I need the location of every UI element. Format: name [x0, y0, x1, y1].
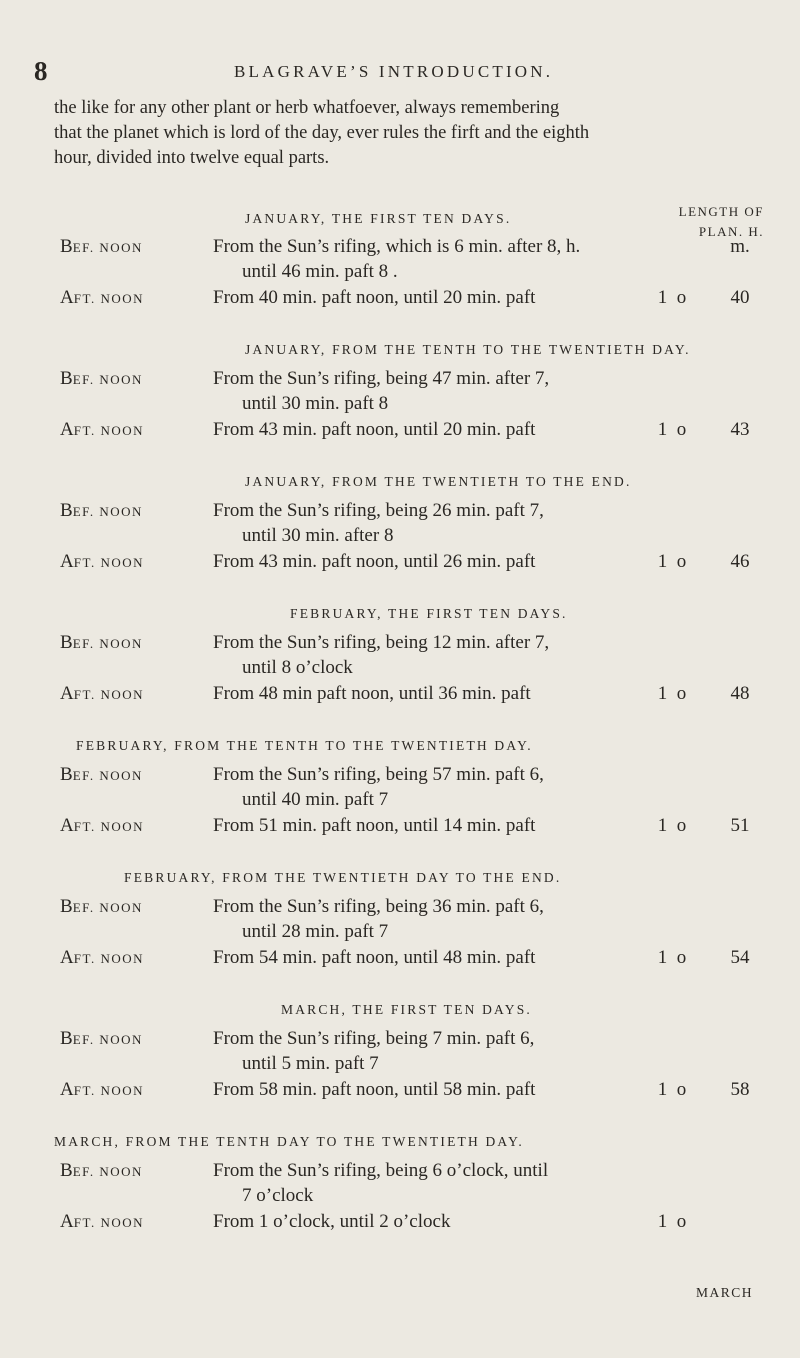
- label-initial: A: [60, 683, 74, 704]
- intro-line: the like for any other plant or herb whatfoever, always remembering: [54, 98, 560, 118]
- minutes-value: 43: [730, 419, 750, 440]
- label-rest: EF. NOON: [72, 636, 143, 651]
- before-noon-continuation: until 30 min. after 8: [242, 525, 394, 546]
- intro-line: hour, divided into twelve equal parts.: [54, 148, 330, 168]
- label-rest: FT. NOON: [73, 1083, 144, 1098]
- column-header-line1: LENGTH OF: [678, 204, 764, 219]
- label-initial: B: [60, 500, 73, 521]
- before-noon-text: From the Sun’s rifing, being 47 min. after 7,: [213, 368, 550, 389]
- label-initial: B: [60, 236, 73, 257]
- label-rest: FT. NOON: [73, 687, 144, 702]
- before-noon-text: From the Sun’s rifing, being 7 min. paft 6,: [213, 1028, 535, 1049]
- section-title: FEBRUARY, FROM THE TWENTIETH DAY TO THE END.: [124, 870, 562, 885]
- hours-value: 1 o: [657, 1211, 687, 1232]
- before-noon-text: From the Sun’s rifing, which is 6 min. after 8, h.: [213, 236, 581, 257]
- label-initial: A: [60, 1079, 74, 1100]
- after-noon-text: From 43 min. paft noon, until 20 min. paft: [213, 419, 536, 440]
- label-rest: FT. NOON: [73, 819, 144, 834]
- running-title: BLAGRAVE’S INTRODUCTION.: [234, 62, 554, 81]
- label-initial: B: [60, 896, 73, 917]
- section-title: FEBRUARY, THE FIRST TEN DAYS.: [290, 606, 568, 621]
- before-noon-continuation: until 30 min. paft 8: [242, 393, 389, 414]
- aft-noon-label: [60, 287, 144, 309]
- bef-noon-label: [60, 368, 143, 390]
- intro-line: that the planet which is lord of the day, ever rules the firft and the eighth: [54, 123, 590, 143]
- aft-noon-label: [60, 419, 144, 441]
- label-initial: B: [60, 368, 73, 389]
- aft-noon-label: [60, 1211, 144, 1233]
- section-title: JANUARY, FROM THE TENTH TO THE TWENTIETH DAY.: [245, 342, 691, 357]
- after-noon-text: From 58 min. paft noon, until 58 min. paft: [213, 1079, 536, 1100]
- label-rest: FT. NOON: [73, 291, 144, 306]
- bef-noon-label: [60, 236, 143, 258]
- minutes-value: m.: [730, 236, 750, 257]
- aft-noon-label: [60, 1079, 144, 1101]
- label-initial: B: [60, 1028, 73, 1049]
- intro-paragraph: [54, 96, 744, 171]
- hours-value: 1 o: [657, 815, 687, 836]
- label-initial: A: [60, 551, 74, 572]
- page-header: [34, 56, 774, 86]
- bef-noon-label: [60, 1028, 143, 1050]
- label-initial: B: [60, 1160, 73, 1181]
- page-number: 8: [34, 56, 48, 86]
- hours-value: 1 o: [657, 947, 687, 968]
- before-noon-continuation: until 46 min. paft 8 .: [242, 261, 398, 282]
- label-rest: EF. NOON: [72, 504, 143, 519]
- after-noon-text: From 40 min. paft noon, until 20 min. paft: [213, 287, 536, 308]
- label-rest: FT. NOON: [73, 423, 144, 438]
- label-rest: FT. NOON: [73, 555, 144, 570]
- before-noon-text: From the Sun’s rifing, being 6 o’clock, until: [213, 1160, 549, 1181]
- minutes-value: 51: [730, 815, 750, 836]
- label-rest: EF. NOON: [72, 900, 143, 915]
- hours-value: 1 o: [657, 419, 687, 440]
- before-noon-text: From the Sun’s rifing, being 26 min. paft 7,: [213, 500, 544, 521]
- label-initial: B: [60, 764, 73, 785]
- hours-value: 1 o: [657, 683, 687, 704]
- minutes-value: 58: [730, 1079, 750, 1100]
- aft-noon-label: [60, 947, 144, 969]
- catchword: MARCH: [696, 1285, 754, 1300]
- minutes-value: 40: [730, 287, 750, 308]
- column-header-line2: PLAN. H.: [698, 224, 764, 239]
- bef-noon-label: [60, 500, 143, 522]
- before-noon-continuation: until 5 min. paft 7: [242, 1053, 379, 1074]
- before-noon-continuation: until 40 min. paft 7: [242, 789, 389, 810]
- before-noon-text: From the Sun’s rifing, being 12 min. after 7,: [213, 632, 550, 653]
- label-rest: EF. NOON: [72, 1164, 143, 1179]
- hours-value: 1 o: [657, 1079, 687, 1100]
- aft-noon-label: [60, 815, 144, 837]
- minutes-value: 48: [730, 683, 750, 704]
- before-noon-continuation: until 28 min. paft 7: [242, 921, 389, 942]
- minutes-value: 46: [730, 551, 750, 572]
- label-initial: B: [60, 632, 73, 653]
- label-initial: A: [60, 419, 74, 440]
- label-initial: A: [60, 815, 74, 836]
- aft-noon-label: [60, 551, 144, 573]
- minutes-value: 54: [730, 947, 750, 968]
- bef-noon-label: [60, 1160, 143, 1182]
- label-rest: EF. NOON: [72, 1032, 143, 1047]
- label-initial: A: [60, 947, 74, 968]
- hours-value: 1 o: [657, 287, 687, 308]
- before-noon-text: From the Sun’s rifing, being 36 min. paft 6,: [213, 896, 544, 917]
- hours-value: 1 o: [657, 551, 687, 572]
- label-rest: EF. NOON: [72, 768, 143, 783]
- label-rest: EF. NOON: [72, 240, 143, 255]
- before-noon-text: From the Sun’s rifing, being 57 min. paft 6,: [213, 764, 544, 785]
- after-noon-text: From 43 min. paft noon, until 26 min. paft: [213, 551, 536, 572]
- section-title: MARCH, THE FIRST TEN DAYS.: [281, 1002, 532, 1017]
- aft-noon-label: [60, 683, 144, 705]
- section-title: JANUARY, FROM THE TWENTIETH TO THE END.: [245, 474, 632, 489]
- bef-noon-label: [60, 896, 143, 918]
- label-initial: A: [60, 287, 74, 308]
- label-rest: FT. NOON: [73, 951, 144, 966]
- after-noon-text: From 1 o’clock, until 2 o’clock: [213, 1211, 451, 1232]
- section-title: JANUARY, THE FIRST TEN DAYS.: [245, 211, 512, 226]
- after-noon-text: From 48 min paft noon, until 36 min. paft: [213, 683, 531, 704]
- label-rest: EF. NOON: [72, 372, 143, 387]
- before-noon-continuation: until 8 o’clock: [242, 657, 353, 678]
- after-noon-text: From 51 min. paft noon, until 14 min. paft: [213, 815, 536, 836]
- section-title: MARCH, FROM THE TENTH DAY TO THE TWENTIETH DAY.: [54, 1134, 524, 1149]
- label-initial: A: [60, 1211, 74, 1232]
- bef-noon-label: [60, 764, 143, 786]
- section-title: FEBRUARY, FROM THE TENTH TO THE TWENTIETH DAY.: [76, 738, 533, 753]
- before-noon-continuation: 7 o’clock: [242, 1185, 314, 1206]
- bef-noon-label: [60, 632, 143, 654]
- label-rest: FT. NOON: [73, 1215, 144, 1230]
- after-noon-text: From 54 min. paft noon, until 48 min. paft: [213, 947, 536, 968]
